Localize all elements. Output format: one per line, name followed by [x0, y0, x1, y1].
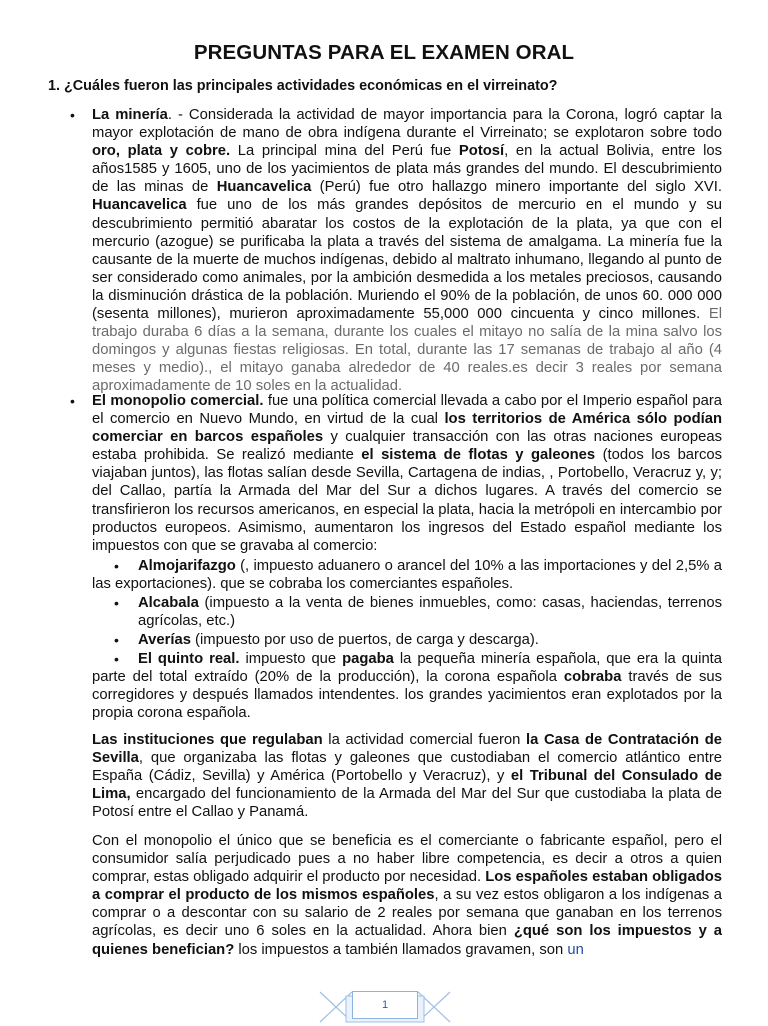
- mineria-bold-4: Huancavelica: [92, 197, 187, 214]
- conclusion-text-2: , a su vez estos obligaron a los indígenas a comprar o a descontar con su salario de 2 reales por semana que ganaban en los terrenos agrícolas, es decir uno 6 soles en la actualidad. Ahora bien: [92, 887, 722, 940]
- tax-alcabala: [138, 594, 722, 630]
- instituciones-text-1: la actividad comercial fueron: [322, 732, 526, 748]
- quinto-real-text-1: impuesto que: [239, 651, 343, 667]
- sub-bullet-icon: •: [114, 595, 119, 611]
- sub-bullet-icon: •: [114, 558, 119, 574]
- almojarifazgo-text: (, impuesto aduanero o arancel del 10% a las importaciones y del 2,5% a las exportaciones). que se cobraba los comerciantes españoles.: [92, 558, 722, 593]
- monopolio-bold-1: los territorios de América sólo podían comerciar en barcos españoles: [92, 411, 723, 446]
- quinto-real-bold-2: pagaba: [342, 651, 394, 667]
- instituciones-bold-2: la Casa de Contratación de Sevilla: [92, 732, 722, 767]
- averias-text: (impuesto por uso de puertos, de carga y descarga).: [190, 632, 539, 648]
- alcabala-text: (impuesto a la venta de bienes inmuebles, como: casas, haciendas, terrenos agrícolas, etc.): [138, 595, 722, 630]
- mineria-bold-2: Potosí: [458, 143, 505, 160]
- conclusion-bold-1: Los españoles estaban obligados a comprar el producto de los mismos españoles: [92, 869, 722, 904]
- mineria-text-4: (Perú) fue otro hallazgo minero importante del siglo XVI.: [311, 179, 723, 196]
- tax-quinto-real: [92, 650, 722, 722]
- instituciones-bold-1: Las instituciones que regulaban: [92, 732, 323, 748]
- conclusion-text-1: Con el monopolio el único que se beneficia es el comerciante o fabricante español, pero el consumidor salía perjudicado pues a no haber libre competencia, es decir a otros a quien comprar, estas obligado adquirir el producto por necesidad.: [92, 833, 722, 886]
- mineria-text-2: La principal mina del Perú fue: [230, 143, 459, 160]
- mineria-text-1: . - Considerada la actividad de mayor importancia para la Corona, logró captar la mayor explotación de mano de obra indígena durante el Virreinato; se explotaron sobre todo: [92, 107, 722, 142]
- mineria-text-5: fue uno de los más grandes depósitos de mercurio en el mundo y su descubrimiento permitió abaratar los costos de la explotación de la plata, ya que con el mercurio (azogue) se purificaba la plata a través del sistema de amalgama. La minería fue la causante de la muerte de muchos indígenas, debido al maltrato inhumano, llegando al punto de ser considerado como animales, por la ambición desmedida a los metales preciosos, causando la disminución drástica de la población. Muriendo el 90% de la población, de unos 60. 000 000 (sesenta millones), murieron aproximadamente 55,000 000 cincuenta y cinco millones.: [92, 197, 722, 323]
- bullet-icon: •: [70, 107, 75, 123]
- quinto-real-text-2: la pequeña minería española, que era la quinta parte del total extraído (20% de la producción), la corona española: [92, 651, 723, 686]
- conclusion-bold-2: ¿qué son los impuestos y a quienes benefician?: [92, 923, 722, 958]
- instituciones-bold-3: el Tribunal del Consulado de Lima,: [92, 768, 722, 803]
- monopolio-heading: El monopolio comercial.: [92, 393, 264, 409]
- page-title: PREGUNTAS PARA EL EXAMEN ORAL: [193, 41, 575, 64]
- mineria-bold-1: oro, plata y cobre.: [92, 143, 231, 160]
- paragraph-mineria: [92, 106, 722, 396]
- paragraph-monopolio: [92, 392, 722, 555]
- bullet-icon: •: [70, 393, 75, 409]
- monopolio-text-2: y cualquier transacción con las otras naciones europeas estaba prohibida. Se realizó mediante: [92, 429, 722, 464]
- mineria-heading: La minería: [92, 107, 168, 123]
- alcabala-label: Alcabala: [138, 595, 199, 611]
- sub-bullet-icon: •: [114, 632, 119, 648]
- sub-bullet-icon: •: [114, 651, 119, 667]
- mineria-bold-3: Huancavelica: [216, 179, 312, 196]
- mineria-gray-text: El trabajo duraba 6 días a la semana, durante los cuales el mitayo no salía de la mina salvo los domingos y algunas fiestas religiosas. En total, durante las 17 semanas de trabajo al año (4 meses y medio)., el mitayo ganaba alrededor de 40 reales.es decir 3 reales por semana aproximadamente de 10 soles en la actualidad.: [92, 306, 722, 395]
- monopolio-bold-2: el sistema de flotas y galeones: [361, 447, 596, 464]
- mineria-text-3: , en la actual Bolivia, entre los años1585 y 1605, uno de los yacimientos de plata más grandes del mundo. El descubrimiento de las minas de: [92, 143, 722, 196]
- page-number: 1: [352, 991, 418, 1019]
- almojarifazgo-label: Almojarifazgo: [138, 558, 236, 574]
- monopolio-text-3: (todos los barcos viajaban juntos), las flotas salían desde Sevilla, Cartagena de indias, , Portobello, Veracruz y, y; del Callao, partía la Armada del Mar del Sur a dichos lugares. A través del comercio se transfirieron los recursos americanos, en especial la plata, hacia la metrópoli en intercambio por productos europeos. Asimismo, aumentaron los ingresos del Estado español mediante los impuestos con que se gravaba al comercio:: [92, 447, 722, 554]
- conclusion-blue-text: un: [567, 941, 584, 958]
- conclusion-text-3: los impuestos a también llamados gravamen, son: [234, 941, 568, 958]
- instituciones-text-3: encargado del funcionamiento de la Armada del Mar del Sur que custodiaba la plata de Potosí entre el Callao y Panamá.: [92, 786, 722, 821]
- quinto-real-label: El quinto real.: [138, 651, 240, 667]
- averias-label: Averías: [138, 632, 191, 648]
- tax-averias: [138, 631, 722, 649]
- instituciones-text-2: , que organizaba las flotas y galeones que custodiaban el comercio atlántico entre España (Cádiz, Sevilla) y América (Portobello y Veracruz), y: [92, 750, 722, 785]
- question-1: 1. ¿Cuáles fueron las principales actividades económicas en el virreinato?: [48, 78, 558, 94]
- paragraph-instituciones: [92, 731, 722, 821]
- paragraph-conclusion: [92, 832, 722, 959]
- tax-almojarifazgo: [92, 557, 722, 593]
- quinto-real-bold-3: cobraba: [563, 669, 622, 686]
- quinto-real-text-3: través de sus corregidores y después llamados intendentes. los grandes yacimientos eran explotados por la propia corona española.: [92, 669, 722, 722]
- monopolio-text-1: fue una política comercial llevada a cabo por el Imperio español para el comercio en Nuevo Mundo, en virtud de la cual: [92, 393, 722, 428]
